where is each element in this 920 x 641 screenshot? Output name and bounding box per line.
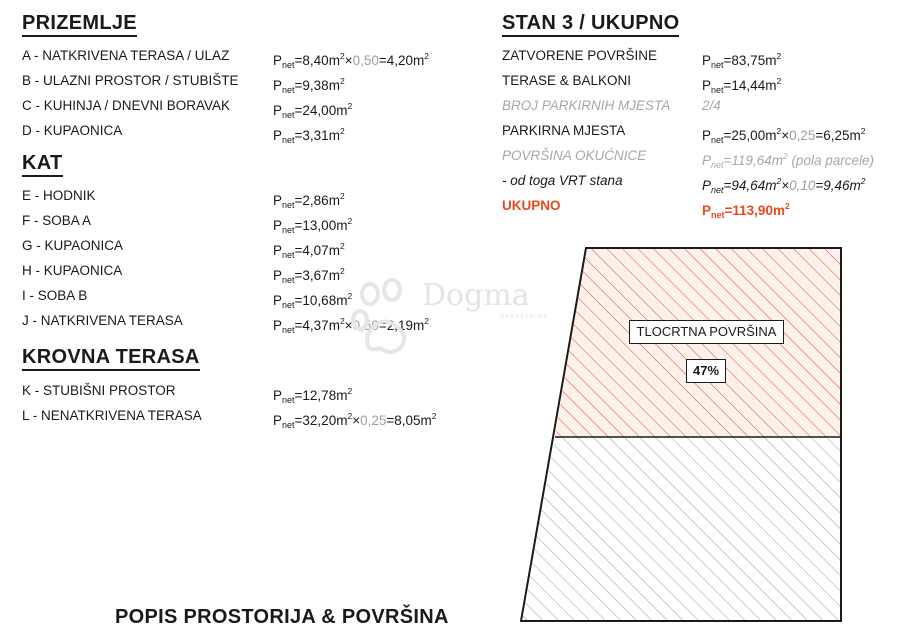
area-unit-exponent: 2 bbox=[347, 101, 353, 111]
area-symbol: P bbox=[702, 78, 712, 93]
multiply-sign: × bbox=[352, 413, 361, 428]
area-number: =24,00m bbox=[294, 103, 348, 118]
area-number: =14,44m bbox=[723, 78, 777, 93]
summary-label: BROJ PARKIRNIH MJESTA bbox=[502, 98, 671, 113]
plot-area-label: TLOCRTNA POVRŠINA bbox=[629, 320, 784, 344]
area-number: =12,78m bbox=[294, 388, 348, 403]
area-symbol: P bbox=[273, 268, 283, 283]
summary-label: TERASE & BALKONI bbox=[502, 73, 632, 88]
area-subscript: net bbox=[282, 200, 295, 210]
area-note: (pola parcele) bbox=[787, 153, 874, 168]
reduced-area: =6,25m bbox=[815, 128, 861, 143]
area-symbol: P bbox=[702, 203, 712, 218]
area-number: =32,20m bbox=[294, 413, 348, 428]
reduced-area: =9,46m bbox=[815, 178, 861, 193]
area-unit-exponent: 2 bbox=[339, 241, 345, 251]
reduced-area-exponent: 2 bbox=[424, 316, 429, 326]
summary-label: POVRŠINA OKUĆNICE bbox=[502, 148, 647, 163]
reduced-area-exponent: 2 bbox=[424, 51, 429, 61]
reduced-area-exponent: 2 bbox=[860, 126, 866, 136]
area-subscript: net bbox=[711, 135, 724, 145]
reduced-area: =8,05m bbox=[386, 413, 432, 428]
area-unit-exponent: 2 bbox=[776, 126, 782, 136]
area-unit-exponent: 2 bbox=[339, 51, 345, 61]
room-label: J - NATKRIVENA TERASA bbox=[22, 313, 183, 328]
plot-area-percent: 47% bbox=[686, 359, 726, 383]
area-number: =119,64m bbox=[723, 153, 783, 168]
summary-title: STAN 3 / UKUPNO bbox=[502, 12, 679, 37]
area-symbol: P bbox=[273, 103, 283, 118]
area-symbol: P bbox=[273, 293, 283, 308]
summary-label: ZATVORENE POVRŠINE bbox=[502, 48, 658, 63]
area-unit-exponent: 2 bbox=[347, 411, 353, 421]
area-symbol: P bbox=[702, 128, 712, 143]
reduced-area: =2,19m bbox=[378, 318, 425, 333]
room-label: A - NATKRIVENA TERASA / ULAZ bbox=[22, 48, 230, 63]
room-label: G - KUPAONICA bbox=[22, 238, 124, 253]
area-coefficient: 0,10 bbox=[789, 178, 816, 193]
area-coefficient: 0,50 bbox=[352, 53, 379, 68]
area-number: =8,40m bbox=[294, 53, 340, 68]
area-unit-exponent: 2 bbox=[776, 51, 782, 61]
area-subscript: net bbox=[711, 85, 724, 95]
area-symbol: P bbox=[273, 318, 283, 333]
room-label: F - SOBA A bbox=[22, 213, 92, 228]
multiply-sign: × bbox=[781, 128, 790, 143]
watermark-text: Dogma bbox=[422, 278, 530, 313]
area-subscript: net bbox=[711, 60, 724, 70]
area-subscript: net bbox=[282, 300, 295, 310]
area-subscript: net bbox=[711, 160, 724, 170]
area-symbol: P bbox=[273, 218, 283, 233]
area-unit-exponent: 2 bbox=[776, 176, 782, 186]
area-number: =10,68m bbox=[294, 293, 348, 308]
section-title-kat: KAT bbox=[22, 152, 63, 177]
area-unit-exponent: 2 bbox=[784, 201, 790, 211]
area-number: =113,90m bbox=[724, 203, 785, 218]
area-number: =3,31m bbox=[294, 128, 340, 143]
reduced-area-exponent: 2 bbox=[860, 176, 866, 186]
area-symbol: P bbox=[702, 178, 712, 193]
area-symbol: P bbox=[273, 243, 283, 258]
room-label: B - ULAZNI PROSTOR / STUBIŠTE bbox=[22, 73, 239, 88]
area-symbol: P bbox=[273, 388, 283, 403]
area-unit-exponent: 2 bbox=[782, 151, 788, 161]
section-title-prizemlje: PRIZEMLJE bbox=[22, 12, 137, 37]
area-number: =83,75m bbox=[723, 53, 777, 68]
area-coefficient: 0,50 bbox=[352, 318, 379, 333]
area-number: =25,00m bbox=[723, 128, 777, 143]
area-number: =94,64m bbox=[723, 178, 777, 193]
area-number: =4,37m bbox=[294, 318, 340, 333]
area-subscript: net bbox=[282, 85, 295, 95]
area-symbol: P bbox=[702, 153, 712, 168]
multiply-sign: × bbox=[344, 53, 353, 68]
area-symbol: P bbox=[273, 193, 283, 208]
area-subscript: net bbox=[282, 325, 295, 335]
summary-label: - od toga VRT stana bbox=[502, 173, 623, 188]
area-subscript: net bbox=[282, 135, 295, 145]
area-symbol: P bbox=[273, 78, 283, 93]
area-subscript: net bbox=[282, 225, 295, 235]
watermark-subtext: nekretnine bbox=[500, 312, 549, 320]
room-label: C - KUHINJA / DNEVNI BORAVAK bbox=[22, 98, 231, 113]
area-unit-exponent: 2 bbox=[339, 266, 345, 276]
area-subscript: net bbox=[282, 110, 295, 120]
area-subscript: net bbox=[282, 250, 295, 260]
room-label: L - NENATKRIVENA TERASA bbox=[22, 408, 202, 423]
area-symbol: P bbox=[702, 53, 712, 68]
area-subscript: net bbox=[282, 395, 295, 405]
area-number: =9,38m bbox=[294, 78, 340, 93]
area-symbol: P bbox=[273, 128, 283, 143]
area-coefficient: 0,25 bbox=[789, 128, 816, 143]
room-label: D - KUPAONICA bbox=[22, 123, 123, 138]
area-symbol: P bbox=[273, 413, 283, 428]
room-label: K - STUBIŠNI PROSTOR bbox=[22, 383, 176, 398]
room-label: I - SOBA B bbox=[22, 288, 88, 303]
area-number: =13,00m bbox=[294, 218, 348, 233]
multiply-sign: × bbox=[344, 318, 353, 333]
area-unit-exponent: 2 bbox=[347, 291, 353, 301]
area-unit-exponent: 2 bbox=[339, 126, 345, 136]
area-unit-exponent: 2 bbox=[347, 386, 353, 396]
room-label: H - KUPAONICA bbox=[22, 263, 123, 278]
area-coefficient: 0,25 bbox=[360, 413, 387, 428]
area-unit-exponent: 2 bbox=[339, 191, 345, 201]
summary-label: PARKIRNA MJESTA bbox=[502, 123, 626, 138]
area-subscript: net bbox=[282, 60, 295, 70]
footer-title: POPIS PROSTORIJA & POVRŠINA bbox=[115, 606, 449, 628]
room-label: E - HODNIK bbox=[22, 188, 96, 203]
area-subscript: net bbox=[711, 185, 724, 195]
area-number: =4,07m bbox=[294, 243, 340, 258]
area-unit-exponent: 2 bbox=[776, 76, 782, 86]
area-symbol: P bbox=[273, 53, 283, 68]
multiply-sign: × bbox=[781, 178, 790, 193]
area-number: =3,67m bbox=[294, 268, 340, 283]
area-subscript: net bbox=[282, 275, 295, 285]
area-unit-exponent: 2 bbox=[339, 76, 345, 86]
area-unit-exponent: 2 bbox=[347, 216, 353, 226]
plot-lower-zone bbox=[521, 437, 841, 621]
area-number: =2,86m bbox=[294, 193, 340, 208]
summary-label: UKUPNO bbox=[502, 198, 561, 213]
area-text: 2/4 bbox=[702, 98, 721, 113]
reduced-area-exponent: 2 bbox=[431, 411, 437, 421]
section-title-krovna-terasa: KROVNA TERASA bbox=[22, 346, 200, 371]
area-subscript: net bbox=[282, 420, 295, 430]
area-unit-exponent: 2 bbox=[339, 316, 345, 326]
area-subscript: net bbox=[711, 210, 725, 220]
reduced-area: =4,20m bbox=[378, 53, 425, 68]
